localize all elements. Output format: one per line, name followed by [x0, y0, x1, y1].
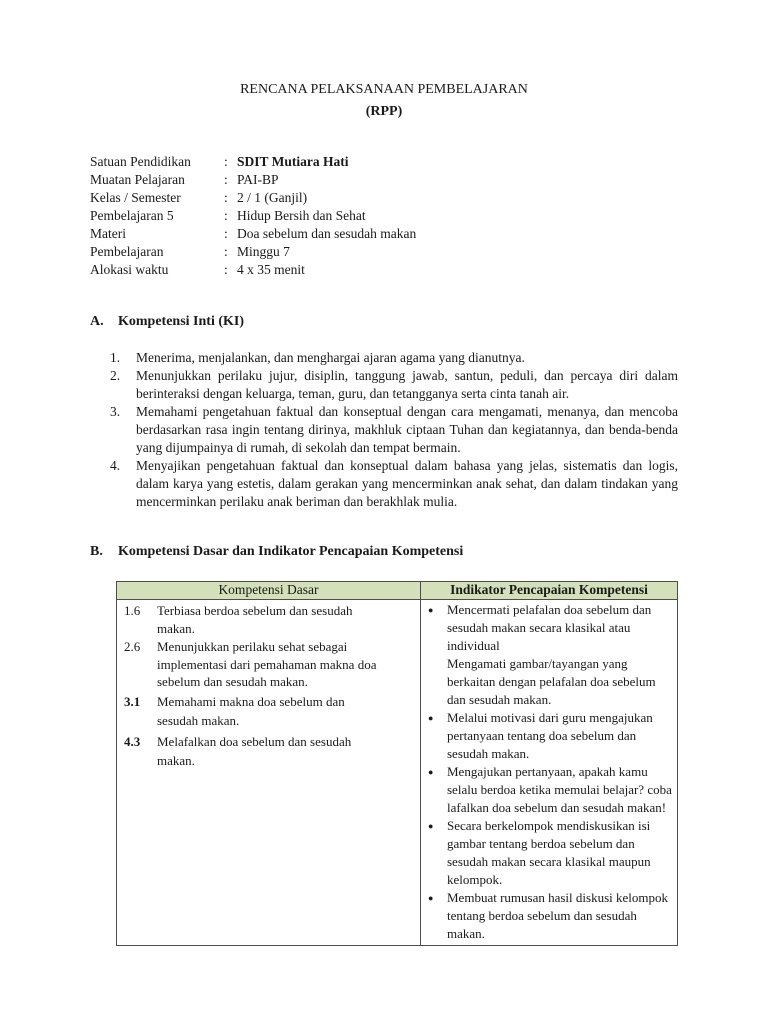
- indicator-cell: [421, 600, 678, 946]
- bullet-icon: ●: [428, 713, 434, 723]
- kd-number: 2.6: [124, 639, 141, 654]
- indicator-column-header: Indikator Pencapaian Kompetensi: [421, 582, 678, 600]
- bullet-icon: ●: [428, 821, 434, 831]
- identity-colon: :: [224, 244, 228, 259]
- indicator-extra-text: Mengamati gambar/tayangan yang berkaitan dengan pelafalan doa sebelum dan sesudah makan.: [447, 656, 656, 707]
- identity-colon: :: [224, 154, 228, 169]
- identity-row: [90, 207, 416, 225]
- identity-value: 2 / 1 (Ganjil): [237, 190, 308, 205]
- kd-text: Melafalkan doa sebelum dan sesudah makan.: [157, 733, 352, 768]
- list-text: Menyajikan pengetahuan faktual dan konseptual dalam bahasa yang jelas, sistematis dan logis, dalam karya yang estetis, dalam gerakan yang mencerminkan anak sehat, dan dalam tindakan yang mencerminkan perilaku anak beriman dan berakhlak mulia.: [136, 458, 678, 509]
- bullet-icon: ●: [428, 605, 434, 615]
- section-a-title: Kompetensi Inti (KI): [118, 314, 244, 329]
- identity-label: Pembelajaran: [90, 244, 164, 259]
- list-text: Memahami pengetahuan faktual dan konseptual dengan cara mengamati, menanya, dan mencoba berdasarkan rasa ingin tentang dirinya, makhluk ciptaan Tuhan dan kegiatannya, dan benda-benda yang dijumpainya di rumah, di sekolah dan tempat bermain.: [136, 404, 678, 455]
- list-number: 2.: [110, 368, 121, 383]
- identity-label: Muatan Pelajaran: [90, 172, 185, 187]
- indicator-text: Mencermati pelafalan doa sebelum dan sesudah makan secara klasikal atau individual: [447, 602, 652, 653]
- list-number: 1.: [110, 350, 121, 365]
- identity-colon: :: [224, 226, 228, 241]
- indicator-text: Secara berkelompok mendiskusikan isi gambar tentang berdoa sebelum dan sesudah makan secara klasikal maupun kelompok.: [447, 818, 651, 887]
- kd-text: Menunjukkan perilaku sehat sebagai implementasi dari pemahaman makna doa sebelum dan sesudah makan.: [157, 639, 377, 689]
- list-item: [110, 349, 678, 367]
- identity-label: Pembelajaran 5: [90, 208, 174, 223]
- kd-column-header: Kompetensi Dasar: [117, 582, 421, 600]
- bullet-icon: ●: [428, 893, 434, 903]
- kd-number: 3.1: [124, 693, 141, 709]
- identity-value: PAI-BP: [237, 172, 279, 187]
- identity-row: [90, 243, 416, 261]
- indicator-text: Mengajukan pertanyaan, apakah kamu selalu berdoa ketika memulai belajar? coba lafalkan doa sebelum dan sesudah makan!: [447, 764, 672, 815]
- indicator-item: [427, 601, 673, 709]
- indicator-text: Melalui motivasi dari guru mengajukan pertanyaan tentang doa sebelum dan sesudah makan.: [447, 710, 653, 761]
- list-item: [110, 457, 678, 511]
- kd-text: Memahami makna doa sebelum dan sesudah makan.: [157, 693, 345, 728]
- identity-row: [90, 189, 416, 207]
- identity-label: Materi: [90, 226, 126, 241]
- section-a-heading: [90, 314, 244, 330]
- list-item: [110, 367, 678, 403]
- identity-value: Minggu 7: [237, 244, 290, 259]
- kd-cell: [117, 600, 421, 946]
- list-text: Menunjukkan perilaku jujur, disiplin, tanggung jawab, santun, peduli, dan percaya diri dalam berinteraksi dengan keluarga, teman, guru, dan tetangganya serta cinta tanah air.: [136, 368, 678, 401]
- identity-colon: :: [224, 208, 228, 223]
- competency-table: [116, 581, 678, 946]
- identity-row: [90, 171, 416, 189]
- document-subtitle: (RPP): [365, 104, 403, 119]
- list-number: 4.: [110, 458, 121, 473]
- identity-value: 4 x 35 menit: [237, 262, 305, 277]
- section-a-letter: A.: [90, 314, 104, 329]
- list-text: Menerima, menjalankan, dan menghargai ajaran agama yang dianutnya.: [136, 350, 525, 365]
- identity-value: Doa sebelum dan sesudah makan: [237, 226, 417, 241]
- list-item: [110, 403, 678, 457]
- identity-row: [90, 153, 416, 171]
- identity-block: [90, 153, 416, 279]
- kd-item: [124, 602, 420, 637]
- kd-number: 1.6: [124, 603, 141, 618]
- indicator-item: [427, 763, 673, 817]
- kd-number: 4.3: [124, 733, 141, 749]
- kd-text: Terbiasa berdoa sebelum dan sesudah makan.: [157, 603, 353, 636]
- identity-row: [90, 225, 416, 243]
- ki-list: [110, 349, 678, 511]
- section-b-heading: [90, 544, 463, 560]
- section-b-letter: B.: [90, 544, 103, 559]
- identity-colon: :: [224, 172, 228, 187]
- identity-value: Hidup Bersih dan Sehat: [237, 208, 366, 223]
- bullet-icon: ●: [428, 767, 434, 777]
- identity-row: [90, 261, 416, 279]
- indicator-item: [427, 709, 673, 763]
- identity-colon: :: [224, 190, 228, 205]
- identity-value: SDIT Mutiara Hati: [237, 154, 349, 169]
- table-row: [117, 600, 678, 946]
- document-title: RENCANA PELAKSANAAN PEMBELAJARAN: [240, 82, 528, 97]
- identity-colon: :: [224, 262, 228, 277]
- indicator-text: Membuat rumusan hasil diskusi kelompok tentang berdoa sebelum dan sesudah makan.: [447, 890, 668, 941]
- kd-item: [124, 732, 420, 771]
- identity-label: Alokasi waktu: [90, 262, 169, 277]
- identity-label: Satuan Pendidikan: [90, 154, 191, 169]
- kd-item: [124, 638, 420, 691]
- indicator-item: [427, 817, 673, 889]
- table-header-row: [117, 582, 678, 600]
- indicator-item: [427, 889, 673, 943]
- identity-label: Kelas / Semester: [90, 190, 181, 205]
- section-b-title: Kompetensi Dasar dan Indikator Pencapaian Kompetensi: [118, 544, 464, 559]
- list-number: 3.: [110, 404, 121, 419]
- kd-item: [124, 692, 420, 731]
